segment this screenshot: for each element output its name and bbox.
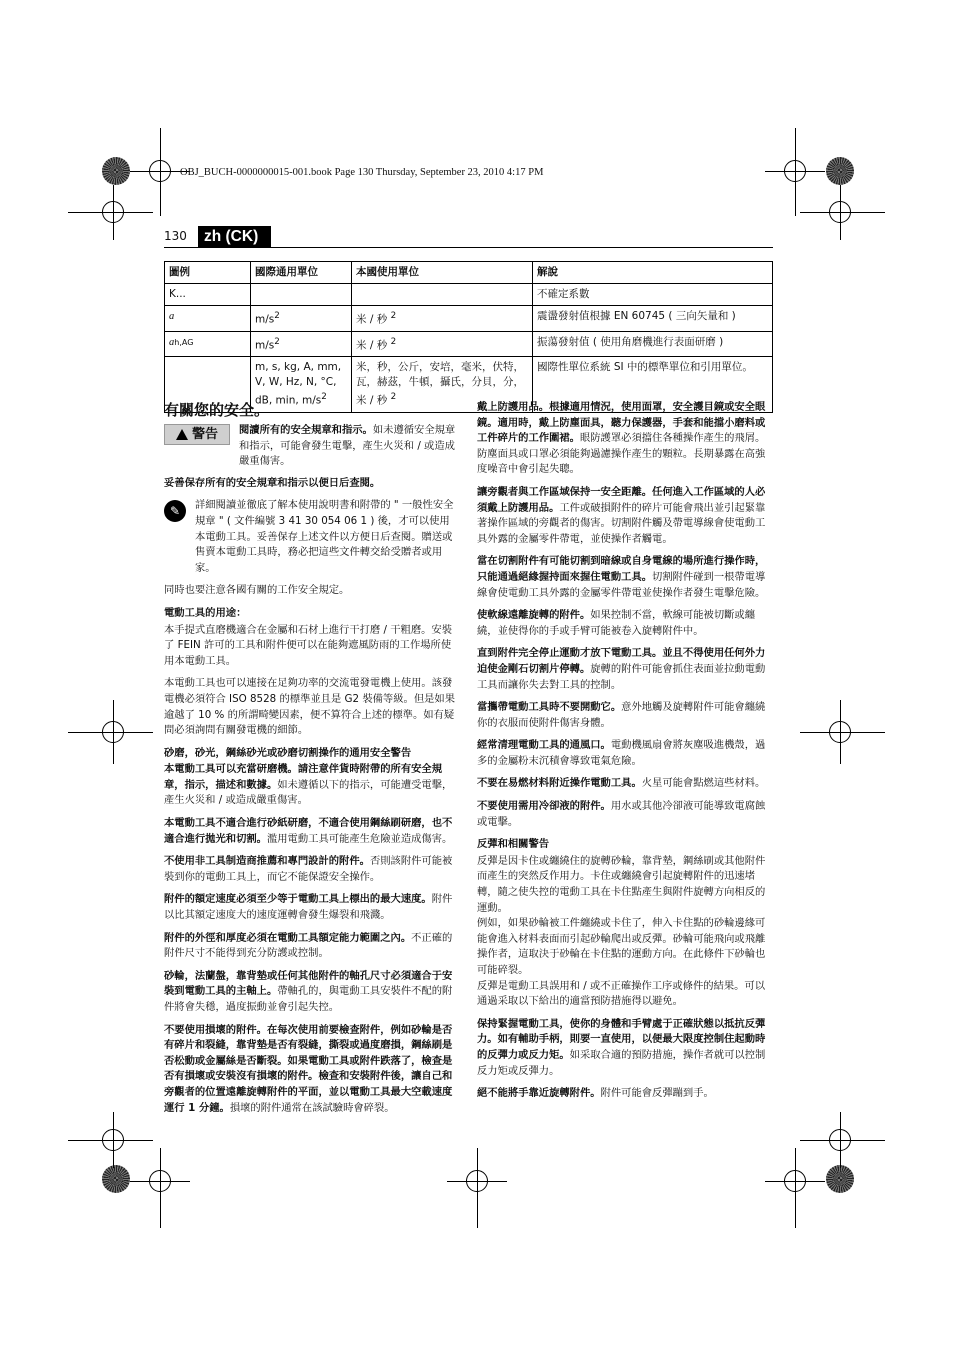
- table-cell: [251, 306, 352, 332]
- table-cell: [165, 306, 251, 332]
- color-disc-bottom-left: [102, 1165, 130, 1193]
- item-text: 用水或其他冷卻液可能導致電腐蝕或電擊。: [477, 800, 766, 828]
- list-item: [477, 485, 772, 547]
- list-item: [164, 1023, 459, 1117]
- item-bold: 使軟線遠離旋轉的附件。: [477, 609, 591, 622]
- item-text: 損壞的附件通常在該試驗時會碎裂。: [229, 1101, 395, 1114]
- table-cell: [352, 306, 533, 332]
- item-text: 工件或破損附件的碎片可能會飛出並引起緊靠著操作區域的旁觀者的傷害。切割附件觸及帶電導線會使電動工具外露的金屬零件帶電，並使操作者觸電。: [477, 501, 766, 545]
- table-header-cell: 本國使用單位: [352, 262, 533, 284]
- item-text: 如果控制不當，軟線可能被切斷或纏繞，並使得你的手或手臂可能被卷入旋轉附件中。: [477, 609, 756, 637]
- table-cell: 不確定系數: [533, 284, 773, 306]
- grind-heading: 砂磨，砂光，鋼絲砂光或砂磨切割操作的通用安全警告: [164, 746, 412, 759]
- item-text: 否則該附件可能被裝到你的電動工具上，而它不能保證安全操作。: [164, 855, 453, 883]
- list-item: [477, 1086, 772, 1102]
- item-bold: 當在切割附件有可能切割到暗線或自身電線的場所進行操作時，只能通過絕緣握持面來握住電動工具。: [477, 555, 766, 583]
- kickback-paragraph: 例如，如果砂輪被工件纏繞或卡住了，伸入卡住點的砂輪邊緣可能會進入材料表面而引起砂輪爬出或反彈。砂輪可能飛向或飛離操作者，這取決于砂輪在卡住點的運動方向。在此條件下砂輪也可能碎裂。: [477, 917, 766, 976]
- list-item: [164, 969, 459, 1016]
- item-bold: 附件的額定速度必須至少等于電動工具上標出的最大速度。: [164, 893, 432, 906]
- keep-instructions: [164, 476, 459, 492]
- table-header-row: [165, 262, 773, 284]
- item-bold: 保持緊握電動工具，使你的身體和手臂處于正確狀態以抵抗反彈力。如有輔助手柄，則要一直使用，以便最大限度控制住起動時的反彈力或反力矩。: [477, 1017, 766, 1061]
- registration-target: [102, 721, 124, 743]
- registration-target: [102, 1129, 124, 1151]
- item-bold: 砂輪，法蘭盤，靠背墊或任何其他附件的軸孔尺寸必須適合于安裝到電動工具的主軸上。: [164, 969, 453, 998]
- exponent: 2: [390, 311, 397, 321]
- table-header-cell: 國際通用單位: [251, 262, 352, 284]
- registration-target: [829, 1129, 851, 1151]
- intl-unit: m/s: [255, 313, 275, 326]
- local-unit: 米 / 秒: [356, 339, 391, 351]
- table-cell: [251, 284, 352, 306]
- registration-target: [466, 1170, 488, 1192]
- list-item: [164, 892, 459, 923]
- list-item: [477, 799, 772, 830]
- table-header-cell: 圖例: [165, 262, 251, 284]
- warning-paragraph: [239, 423, 459, 470]
- keep-bold: 妥善保存所有的安全規章和指示以便日后查閱。: [164, 476, 381, 489]
- warning-text: 如未遵循安全規章和指示，可能會發生電擊，產生火災和 / 或造成嚴重傷害。: [239, 424, 456, 468]
- registration-target: [784, 1170, 806, 1192]
- list-item: [477, 608, 772, 639]
- kickback-heading: 反彈和相關警告: [477, 838, 550, 851]
- list-item: [477, 1017, 772, 1079]
- table-cell: [165, 284, 251, 306]
- item-bold: 不要使用需用冷卻液的附件。: [477, 800, 611, 813]
- item-text: 旋轉的附件可能會抓住表面並拉動電動工具而讓你失去對工具的控制。: [477, 662, 766, 691]
- local-unit: 米 / 秒: [356, 313, 391, 326]
- item-text: 附件可能會反彈蹦到手。: [600, 1087, 714, 1100]
- exponent: 2: [390, 392, 397, 402]
- list-item: [164, 854, 459, 885]
- list-item: [477, 646, 772, 693]
- registration-target: [102, 201, 124, 223]
- table-header-cell: 解說: [533, 262, 773, 284]
- kickback-paragraph: 反彈是因卡住或纏繞住的旋轉砂輪，靠背墊，鋼絲刷或其他附件而產生的突然反作用力。卡住或纏繞會引起旋轉附件的迅速堵轉，隨之使失控的電動工具在卡住點產生與附件旋轉方向相反的運動。: [477, 854, 766, 914]
- registration-target: [149, 160, 171, 182]
- table-row: [165, 331, 773, 357]
- left-column: [164, 400, 459, 1123]
- language-tab: zh (CK): [198, 226, 271, 247]
- item-text: 濫用電動工具可能產生危險並造成傷害。: [266, 832, 453, 845]
- item-bold: 讓旁觀者與工作區域保持一安全距離。任何進入工作區域的人必須戴上防護用品。: [477, 485, 766, 514]
- symbol: a: [169, 336, 175, 348]
- item-text: 附件以比其額定速度大的速度運轉會發生爆裂和飛濺。: [164, 893, 453, 922]
- item-text: 不正確的附件尺寸不能得到充分防護或控制。: [164, 931, 453, 960]
- list-item: [477, 700, 772, 731]
- registration-target: [784, 160, 806, 182]
- intl-unit: m/s: [255, 339, 275, 351]
- list-item: [477, 738, 772, 769]
- table-row: [165, 284, 773, 306]
- item-bold: 本電動工具可以充當研磨機。請注意伴貨時附帶的所有安全規章，指示，描述和數據。: [164, 763, 443, 791]
- header-rule: [164, 247, 773, 248]
- units-table: [164, 261, 773, 413]
- table-row: [165, 306, 773, 332]
- table-cell: [352, 331, 533, 357]
- item-bold: 不要在易燃材料附近操作電動工具。: [477, 777, 642, 790]
- warning-block: [164, 423, 459, 470]
- use-paragraph: 本手提式直磨機適合在金屬和石材上進行干打磨 / 干粗磨。安裝了 FEIN 許可的工具和附件便可以在能夠遮風防雨的工作場所使用本電動工具。: [164, 623, 453, 667]
- item-text: 火星可能會點燃這些材料。: [641, 777, 766, 790]
- table-cell: [165, 331, 251, 357]
- item-bold: 當攜帶電動工具時不要開動它。: [477, 701, 622, 714]
- item-bold: 經常清理電動工具的通風口。: [477, 739, 611, 752]
- item-bold: 直到附件完全停止運動才放下電動工具。並且不得使用任何外力迫使金剛石切割片停轉。: [477, 647, 766, 675]
- file-slug: OBJ_BUCH-0000000015-001.book Page 130 Thursday, September 23, 2010 4:17 PM: [180, 167, 544, 178]
- use-heading: 電動工具的用途：: [164, 606, 247, 619]
- warning-bold: 閱讀所有的安全規章和指示。: [239, 424, 373, 436]
- item-text: 意外地觸及旋轉附件可能會纏繞你的衣服而使附件傷害身體。: [477, 701, 766, 729]
- symbol-subscript: h,AG: [174, 337, 194, 347]
- list-item: [477, 776, 772, 792]
- color-disc-top-right: [826, 157, 854, 185]
- intl-unit: m, s, kg, A, mm, V, W, Hz, N, °C, dB, min, m/s: [255, 361, 342, 407]
- item-bold: 本電動工具不適合進行砂紙研磨，不適合使用鋼絲刷研磨，也不適合進行拋光和切割。: [164, 817, 453, 845]
- list-item: [164, 762, 459, 809]
- kickback-paragraph: 反彈是電動工具誤用和 / 或不正確操作工序或條件的結果。可以通過采取以下給出的適當預防措施得以避免。: [477, 979, 766, 1008]
- table-cell: [251, 331, 352, 357]
- registration-target: [149, 1170, 171, 1192]
- list-item: [477, 400, 772, 478]
- item-bold: 戴上防護用品。根據適用情況，使用面罩，安全護目鏡或安全眼鏡。適用時，戴上防塵面具，聽力保護器，手套和能擋小磨料或工件碎片的工作圍裙。: [477, 401, 766, 445]
- also-note: 同時也要注意各國有關的工作安全規定。: [164, 584, 350, 597]
- item-bold: 不使用非工具制造商推薦和專門設計的附件。: [164, 855, 370, 868]
- section-title: 有關您的安全。: [164, 401, 270, 419]
- item-text: 帶軸孔的，與電動工具安裝件不配的附件將會失穩，過度振動並會引起失控。: [164, 985, 453, 1013]
- registration-target: [829, 201, 851, 223]
- right-column: [477, 400, 772, 1109]
- item-bold: 附件的外徑和厚度必須在電動工具額定能力範圍之內。: [164, 931, 412, 944]
- item-text: 如未遵循以下的指示，可能遭受電擊，產生火災和 / 或造成嚴重傷害。: [164, 778, 453, 807]
- list-item: [164, 931, 459, 962]
- item-text: 電動機風扇會將灰塵吸進機殼，過多的金屬粉末沉積會導致電氣危險。: [477, 739, 766, 767]
- color-disc-top-left: [102, 157, 130, 185]
- exponent: 2: [274, 311, 280, 321]
- symbol: K...: [169, 288, 186, 300]
- item-bold: 不要使用損壞的附件。在每次使用前要檢查附件，例如砂輪是否有碎片和裂縫，靠背墊是否有裂縫，撕裂或過度磨損，鋼絲刷是否松動或金屬絲是否斷裂。如果電動工具或附件跌落了，檢查是否有損壞或安裝沒有損壞的附件。檢查和安裝附件後，讓自己和旁觀者的位置遠離旋轉附件的平面，並以電動工具最大空載速度運行 1 分鐘。: [164, 1023, 453, 1114]
- registration-target: [829, 721, 851, 743]
- table-cell: 國際性單位系統 SI 中的標準單位和引用單位。: [533, 357, 773, 413]
- warning-badge: [164, 424, 230, 445]
- read-manual-text: 詳細閱讀並徹底了解本使用說明書和附帶的 " 一般性安全規章 " ( 文件編號 3 41 30 054 06 1 ) 後，才可以使用本電動工具。妥善保存上述文件以方便日后查閱。贈送或售賣本電動工具時，務必把這些文件轉交給受贈者或用家。: [195, 499, 454, 574]
- local-unit: 米，秒，公斤，安培，毫米，伏特，瓦，赫茲，牛頓，攝氏，分貝，分，米 / 秒: [356, 361, 524, 407]
- read-manual-icon: ✎: [164, 500, 186, 522]
- exponent: 2: [321, 392, 327, 402]
- item-text: 切割附件碰到一根帶電導線會使電動工具外露的金屬零件帶電並使操作者發生電擊危險。: [477, 570, 766, 599]
- item-text: 眼防護罩必須擋住各種操作產生的飛屑。防塵面具或口罩必須能夠過濾操作產生的顆粒。長期暴露在高強度噪音中會引起失聰。: [477, 432, 766, 476]
- symbol: a: [169, 311, 175, 322]
- table-cell: 震盪發射值根據 EN 60745 ( 三向矢量和 ): [533, 306, 773, 332]
- color-disc-bottom-right: [826, 1165, 854, 1193]
- warning-label: 警告: [191, 426, 218, 442]
- exponent: 2: [390, 336, 397, 347]
- list-item: [164, 816, 459, 847]
- list-item: [477, 554, 772, 601]
- table-cell: [352, 284, 533, 306]
- item-text: 如采取合適的預防措施，操作者就可以控制反力矩或反彈力。: [477, 1048, 766, 1077]
- warning-triangle-icon: [176, 429, 188, 440]
- read-manual-block: [164, 498, 459, 583]
- item-bold: 絕不能將手靠近旋轉附件。: [477, 1087, 601, 1100]
- use-paragraph: 本電動工具也可以連接在足夠功率的交流電發電機上使用。該發電機必須符合 ISO 8528 的標準並且是 G2 裝備等級。但是如果逾越了 10 % 的所謂畸變因素，便不算符合上述的標準。如有疑問必須詢問有關發電機的細節。: [164, 677, 456, 737]
- exponent: 2: [274, 336, 280, 347]
- page-number: 130: [164, 229, 187, 243]
- table-cell: 振蕩發射值 ( 使用角磨機進行表面研磨 ): [533, 331, 773, 357]
